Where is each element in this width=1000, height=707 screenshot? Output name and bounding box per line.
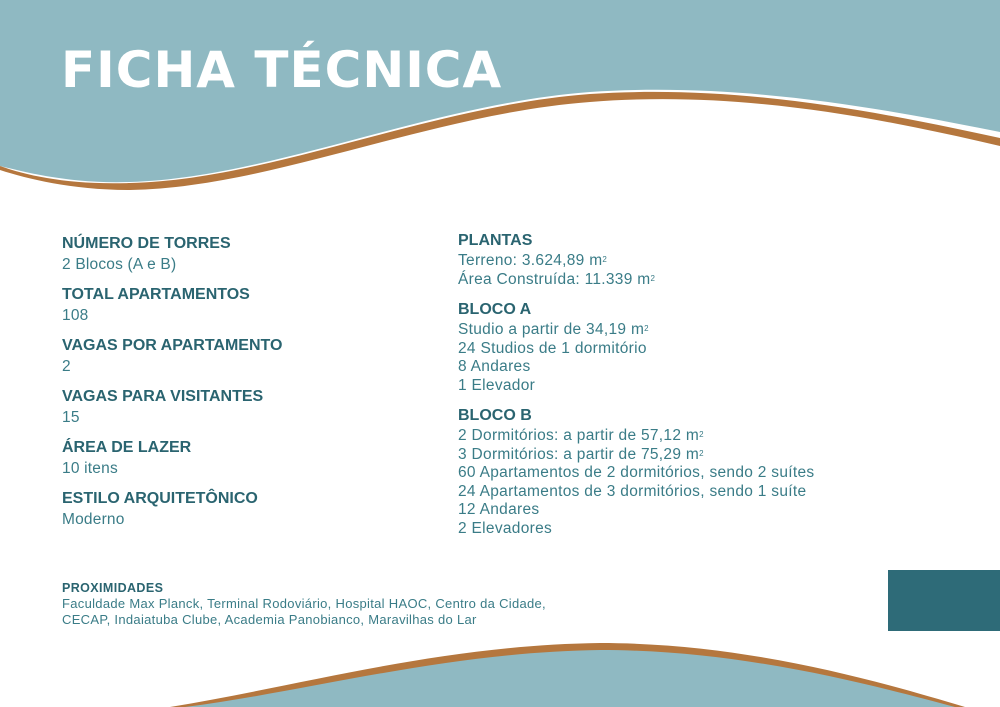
item-value: 2	[62, 358, 71, 375]
bloco-b-section	[458, 405, 958, 538]
proximidades-section	[62, 580, 682, 628]
item-value: 2 Blocos (A e B)	[62, 256, 177, 273]
bloco-b-line: 24 Apartamentos de 3 dormitórios, sendo 1 suíte	[458, 482, 807, 500]
bloco-a-line: 1 Elevador	[458, 376, 536, 394]
bloco-b-line: 2 Dormitórios: a partir de 57,12 $m^2$	[458, 427, 704, 444]
item-label: VAGAS POR APARTAMENTO	[62, 337, 283, 354]
item-label: VAGAS PARA VISITANTES	[62, 388, 264, 405]
info-item-torres	[62, 233, 422, 275]
superscript: 2	[699, 430, 704, 439]
info-item-estilo	[62, 488, 422, 530]
superscript: 2	[602, 255, 608, 264]
item-label: ÁREA DE LAZER	[62, 439, 192, 456]
left-column	[62, 233, 422, 539]
item-label: TOTAL APARTAMENTOS	[62, 286, 250, 303]
plantas-line: Terreno: 3.624,89 $m^2$	[458, 252, 608, 269]
info-item-apartamentos	[62, 284, 422, 326]
bloco-b-line: 60 Apartamentos de 2 dormitórios, sendo 2 suítes	[458, 464, 815, 481]
bloco-a-line: 24 Studios de 1 dormitório	[458, 339, 647, 357]
bloco-a-line: Studio a partir de 34,19 $m^2$	[458, 321, 649, 338]
bloco-b-line: 3 Dormitórios: a partir de 75,29 $m^2$	[458, 445, 704, 463]
bloco-a-line: 8 Andares	[458, 358, 531, 375]
page-title: FICHA TÉCNICA	[61, 41, 503, 99]
item-value: 108	[62, 307, 89, 324]
item-value: 10 itens	[62, 460, 118, 477]
item-label: ESTILO ARQUITETÔNICO	[62, 490, 258, 507]
section-label: BLOCO A	[458, 301, 532, 318]
item-value: Moderno	[62, 511, 125, 528]
proximidades-text: Faculdade Max Planck, Terminal Rodoviário, Hospital HAOC, Centro da Cidade,	[62, 596, 546, 611]
plantas-section	[458, 230, 958, 289]
decorative-block	[888, 570, 1000, 631]
item-value: 15	[62, 409, 80, 426]
section-label: BLOCO B	[458, 407, 532, 424]
bloco-a-section	[458, 299, 958, 395]
section-label: PLANTAS	[458, 232, 533, 249]
info-item-lazer	[62, 437, 422, 479]
superscript: 2	[644, 324, 649, 333]
item-label: NÚMERO DE TORRES	[62, 235, 231, 252]
superscript: 2	[650, 273, 656, 283]
bloco-b-line: 2 Elevadores	[458, 519, 553, 537]
info-item-vagas-visitantes	[62, 386, 422, 428]
proximidades-text: CECAP, Indaiatuba Clube, Academia Panobianco, Maravilhas do Lar	[62, 612, 477, 627]
info-item-vagas-apartamento	[62, 335, 422, 377]
plantas-line: Área Construída: 11.339 $m^2$	[458, 270, 656, 288]
bloco-b-line: 12 Andares	[458, 501, 540, 518]
superscript: 2	[699, 448, 704, 458]
right-column	[458, 230, 958, 548]
proximidades-label: PROXIMIDADES	[62, 581, 164, 595]
